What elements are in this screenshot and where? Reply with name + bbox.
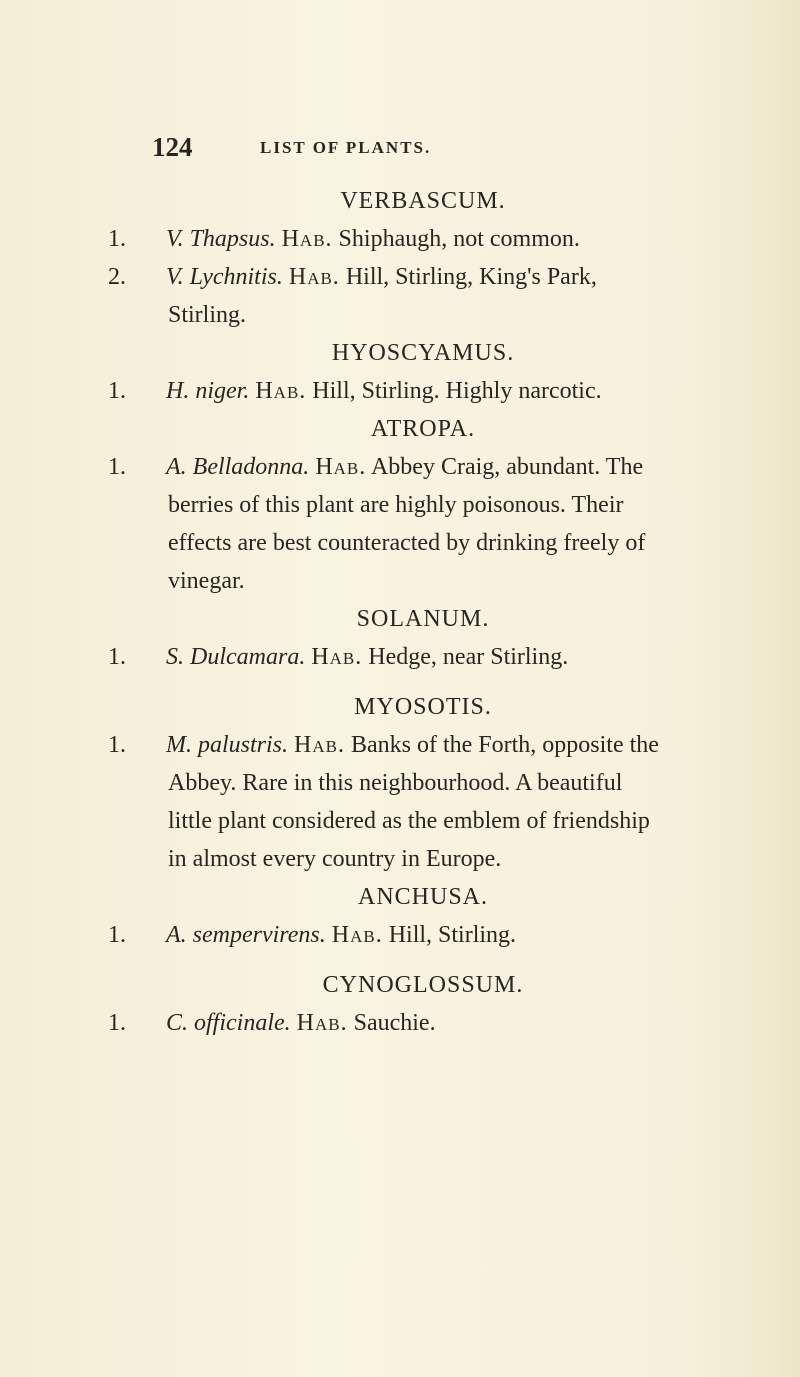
- species-name: S. Dulcamara.: [166, 644, 306, 670]
- habitat-label: Hab.: [281, 226, 333, 252]
- habitat-label: Hab.: [311, 644, 363, 670]
- habitat-text: Banks of the Forth, opposite the Abbey. Rare in this neighbourhood. A beautiful little plant considered as the emblem of friendship in almost every country in Europe.: [168, 732, 659, 872]
- species-name: A. Belladonna.: [166, 454, 310, 480]
- habitat-label: Hab.: [315, 454, 367, 480]
- genus-heading: CYNOGLOSSUM.: [322, 972, 524, 998]
- habitat-text: Hedge, near Stirling.: [368, 644, 569, 670]
- genus-heading: SOLANUM.: [356, 606, 490, 632]
- page-number: 124: [152, 132, 193, 162]
- page-header: [152, 132, 672, 162]
- habitat-text: Abbey Craig, abundant. The berries of this plant are highly poisonous. Their effects are best counteracted by drinking freely of vinegar.: [168, 454, 646, 594]
- species-entry: 1. H. niger. Hab. Hill, Stirling. Highly narcotic.: [108, 378, 602, 404]
- habitat-label: Hab.: [331, 922, 383, 948]
- species-name: A. sempervirens.: [166, 922, 326, 948]
- species-name: M. palustris.: [166, 732, 289, 758]
- species-entry: 1. V. Thapsus. Hab. Shiphaugh, not common.: [108, 226, 580, 252]
- species-entry: 2. V. Lychnitis. Hab. Hill, Stirling, King's Park, Stirling.: [108, 264, 597, 328]
- genus-heading: VERBASCUM.: [340, 188, 506, 214]
- habitat-label: Hab.: [296, 1010, 348, 1036]
- genus-heading: HYOSCYAMUS.: [331, 340, 515, 366]
- species-name: H. niger.: [166, 378, 250, 404]
- plant-list: [108, 182, 668, 1042]
- species-entry: 1. A. sempervirens. Hab. Hill, Stirling.: [108, 922, 517, 948]
- genus-heading: ANCHUSA.: [357, 884, 488, 910]
- species-name: V. Lychnitis.: [166, 264, 283, 290]
- habitat-text: Shiphaugh, not common.: [338, 226, 580, 252]
- species-name: C. officinale.: [166, 1010, 291, 1036]
- species-entry: 1. S. Dulcamara. Hab. Hedge, near Stirling.: [108, 644, 569, 670]
- genus-heading: ATROPA.: [370, 416, 476, 442]
- running-head: LIST OF PLANTS.: [260, 138, 432, 157]
- habitat-label: Hab.: [294, 732, 345, 758]
- species-entry: 1. M. palustris. Hab. Banks of the Forth, opposite the Abbey. Rare in this neighbourhood. A beautiful little plant considered as the emblem of friendship in almost every country in Europe.: [108, 732, 659, 872]
- habitat-text: Hill, Stirling, King's Park, Stirling.: [168, 264, 597, 328]
- species-entry: 1. C. officinale. Hab. Sauchie.: [108, 1010, 436, 1036]
- habitat-text: Hill, Stirling. Highly narcotic.: [312, 378, 602, 404]
- habitat-label: Hab.: [255, 378, 307, 404]
- habitat-text: Hill, Stirling.: [388, 922, 517, 948]
- species-entry: 1. A. Belladonna. Hab. Abbey Craig, abundant. The berries of this plant are highly poisonous. Their effects are best counteracted by drinking freely of vinegar.: [108, 454, 646, 594]
- habitat-text: Sauchie.: [353, 1010, 436, 1036]
- genus-heading: MYOSOTIS.: [354, 694, 492, 720]
- species-name: V. Thapsus.: [166, 226, 276, 252]
- habitat-label: Hab.: [288, 264, 340, 290]
